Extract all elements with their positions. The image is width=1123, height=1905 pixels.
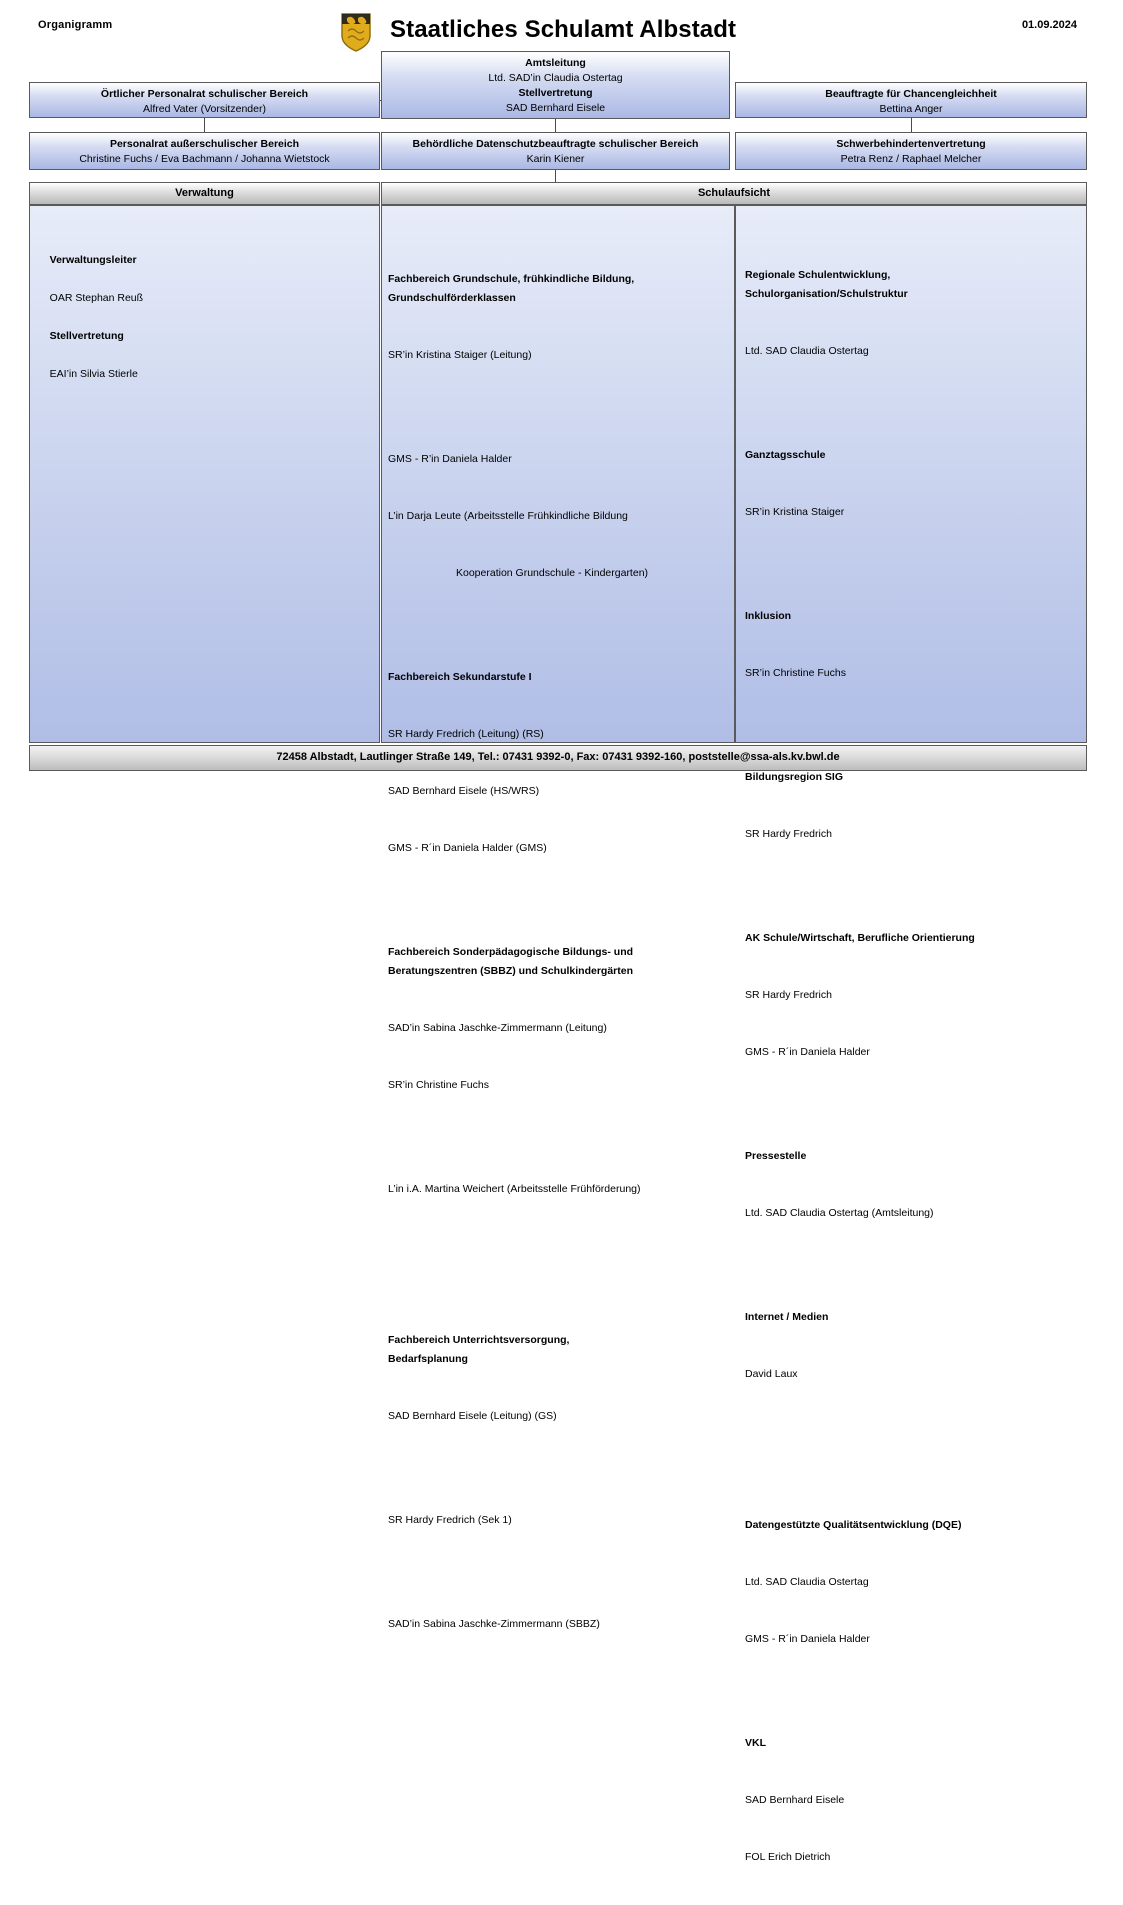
fachbereich-uv-name-3: SAD’in Sabina Jaschke-Zimmermann (SBBZ) <box>388 1618 600 1630</box>
box-personalrat-ausserschulisch <box>29 132 380 170</box>
thema-vkl-name-1: SAD Bernhard Eisele <box>745 1794 845 1806</box>
spacer <box>388 403 718 412</box>
schwerbehinderten-title: Schwerbehindertenvertretung <box>836 138 986 150</box>
themen-content <box>745 228 1075 1905</box>
stellvertretung-name: SAD Bernhard Eisele <box>505 102 606 114</box>
personalrat-ausserschulisch-title: Personalrat außerschulischer Bereich <box>109 138 300 150</box>
spacer <box>388 1133 718 1142</box>
connector-center-vertical-2 <box>555 170 556 182</box>
thema-inklusion-name: SR’in Christine Fuchs <box>745 667 846 679</box>
datenschutz-members: Karin Kiener <box>526 153 585 165</box>
fachbereich-gs-name-1: SR’in Kristina Staiger (Leitung) <box>388 349 532 361</box>
spacer <box>745 1469 1075 1478</box>
document-date: 01.09.2024 <box>1021 19 1077 31</box>
verwaltungsleiter-heading: Verwaltungsleiter <box>49 254 137 266</box>
thema-ak-schule-wirtschaft-name-2: GMS - R´in Daniela Halder <box>745 1046 870 1058</box>
fachbereich-sbbz-name-2: SR’in Christine Fuchs <box>388 1079 489 1091</box>
thema-bildungsregion-name: SR Hardy Fredrich <box>745 828 832 840</box>
box-oertlicher-personalrat <box>29 82 380 118</box>
fachbereich-sek1-heading: Fachbereich Sekundarstufe I <box>388 671 532 683</box>
fachbereich-sbbz-name-1: SAD’in Sabina Jaschke-Zimmermann (Leitung) <box>388 1022 607 1034</box>
spacer <box>388 1464 718 1473</box>
fachbereich-gs-name-3: L’in Darja Leute (Arbeitsstelle Frühkindliche Bildung <box>388 510 628 522</box>
document-type-label: Organigramm <box>38 19 113 31</box>
amtsleitung-title: Amtsleitung <box>525 57 586 69</box>
thema-dqe-name-2: GMS - R´in Daniela Halder <box>745 1633 870 1645</box>
thema-ak-schule-wirtschaft-heading: AK Schule/Wirtschaft, Berufliche Orientierung <box>745 932 975 944</box>
box-amtsleitung <box>381 51 730 119</box>
personalrat-ausserschulisch-members: Christine Fuchs / Eva Bachmann / Johanna Wietstock <box>79 153 330 165</box>
thema-vkl-heading: VKL <box>745 1737 766 1749</box>
spacer <box>745 1261 1075 1270</box>
thema-vkl-name-2: FOL Erich Dietrich <box>745 1851 831 1863</box>
box-datenschutzbeauftragte <box>381 132 730 170</box>
spacer <box>745 882 1075 891</box>
oertlicher-personalrat-members: Alfred Vater (Vorsitzender) <box>143 103 266 115</box>
fachbereich-sbbz-heading: Fachbereich Sonderpädagogische Bildungs- und Beratungszentren (SBBZ) und Schulkindergärten <box>388 946 634 977</box>
footer-address: 72458 Albstadt, Lautlinger Straße 149, Tel.: 07431 9392-0, Fax: 07431 9392-160, poststelle@ssa-als.kv.bwl.de <box>29 745 1087 771</box>
thema-rse-heading: Regionale Schulentwicklung, Schulorganisation/Schulstruktur <box>745 269 908 300</box>
fachbereich-sek1-name-3: GMS - R´in Daniela Halder (GMS) <box>388 842 547 854</box>
fachbereich-sbbz-name-3: L’in i.A. Martina Weichert (Arbeitsstelle Frühförderung) <box>388 1183 641 1195</box>
spacer <box>388 896 718 905</box>
fachbereich-uv-name-2: SR Hardy Fredrich (Sek 1) <box>388 1514 512 1526</box>
fachbereich-gs-heading: Fachbereich Grundschule, frühkindliche Bildung, Grundschulförderklassen <box>388 273 635 304</box>
spacer <box>388 1568 718 1577</box>
spacer <box>745 1422 1075 1431</box>
thema-ak-schule-wirtschaft-name-1: SR Hardy Fredrich <box>745 989 832 1001</box>
thema-dqe-name-1: Ltd. SAD Claudia Ostertag <box>745 1576 869 1588</box>
verwaltung-content <box>38 232 338 403</box>
thema-rse-name: Ltd. SAD Claudia Ostertag <box>745 345 869 357</box>
spacer <box>388 621 718 630</box>
connector-center-vertical <box>555 118 556 132</box>
thema-ganztagsschule-heading: Ganztagsschule <box>745 449 826 461</box>
thema-inklusion-heading: Inklusion <box>745 610 792 622</box>
coat-of-arms-icon <box>339 12 373 52</box>
thema-internet-medien-heading: Internet / Medien <box>745 1311 829 1323</box>
thema-bildungsregion-heading: Bildungsregion SIG <box>745 771 844 783</box>
verwaltung-stellvertretung-name: EAI’in Silvia Stierle <box>49 368 138 380</box>
datenschutz-title: Behördliche Datenschutzbeauftragte schulischer Bereich <box>412 138 699 150</box>
thema-pressestelle-heading: Pressestelle <box>745 1150 807 1162</box>
verwaltung-stellvertretung-heading: Stellvertretung <box>49 330 124 342</box>
amtsleitung-name: Ltd. SAD’in Claudia Ostertag <box>488 72 623 84</box>
header-verwaltung: Verwaltung <box>29 182 380 205</box>
spacer <box>745 560 1075 569</box>
header-schulaufsicht: Schulaufsicht <box>381 182 1087 205</box>
thema-dqe-heading: Datengestützte Qualitätsentwicklung (DQE) <box>745 1519 962 1531</box>
spacer <box>745 721 1075 730</box>
verwaltungsleiter-name: OAR Stephan Reuß <box>49 292 144 304</box>
oertlicher-personalrat-title: Örtlicher Personalrat schulischer Bereich <box>100 88 309 100</box>
thema-ganztagsschule-name: SR’in Kristina Staiger <box>745 506 845 518</box>
fachbereich-gs-name-4: Kooperation Grundschule - Kindergarten) <box>456 567 649 579</box>
spacer <box>745 1687 1075 1696</box>
thema-internet-medien-name: David Laux <box>745 1368 798 1380</box>
fachbereich-sek1-name-2: SAD Bernhard Eisele (HS/WRS) <box>388 785 540 797</box>
spacer <box>388 1284 718 1293</box>
chancengleichheit-title: Beauftragte für Chancengleichheit <box>825 88 997 100</box>
box-chancengleichheit <box>735 82 1087 118</box>
fachbereich-sek1-name-1: SR Hardy Fredrich (Leitung) (RS) <box>388 728 544 740</box>
fachbereich-gs-name-2: GMS - R’in Daniela Halder <box>388 453 512 465</box>
chancengleichheit-members: Bettina Anger <box>879 103 943 115</box>
schwerbehinderten-members: Petra Renz / Raphael Melcher <box>840 153 982 165</box>
box-schwerbehindertenvertretung <box>735 132 1087 170</box>
stellvertretung-title: Stellvertretung <box>518 87 593 99</box>
spacer <box>388 1237 718 1246</box>
spacer <box>745 399 1075 408</box>
spacer <box>745 1100 1075 1109</box>
fachbereich-uv-heading: Fachbereich Unterrichtsversorgung, Bedarfsplanung <box>388 1334 570 1365</box>
page-title: Staatliches Schulamt Albstadt <box>390 16 737 43</box>
fachbereich-uv-name-1: SAD Bernhard Eisele (Leitung) (GS) <box>388 1410 557 1422</box>
thema-pressestelle-name: Ltd. SAD Claudia Ostertag (Amtsleitung) <box>745 1207 934 1219</box>
fachbereiche-content <box>388 232 718 1672</box>
